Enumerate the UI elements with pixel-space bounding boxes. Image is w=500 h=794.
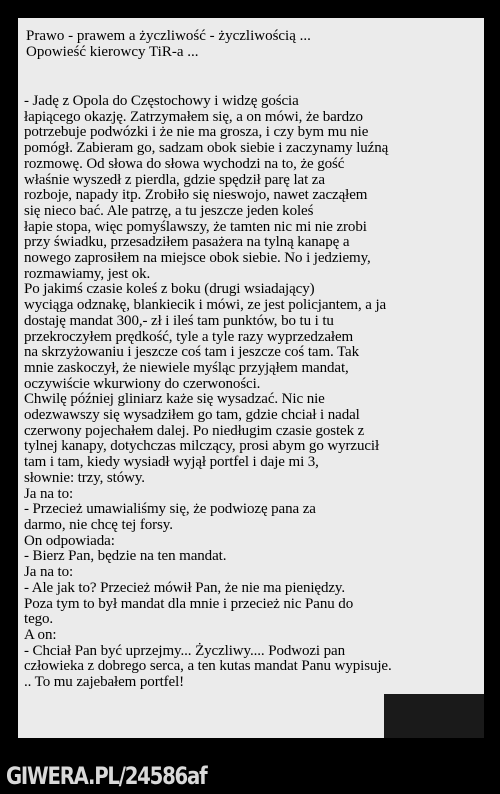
story-paragraph: Ja na to: xyxy=(24,564,74,581)
story-paragraph: Po jakimś czasie koleś z boku (drugi wsiadający) wyciąga odznakę, blankiecik i mówi, ze jest policjantem, a ja dostaję mandat 300,- zł i ileś tam punktów, bo tu i tu przekroczyłem prędkość, tyle a tyle razy wyprzedzałem na skrzyżowaniu i jeszcze coś tam i jeszcze coś tam. Tak mnie zaskoczył, że niewiele myśląc przyjąłem mandat, oczywiście wkurwiony do czerwoności. xyxy=(24,281,387,392)
story-paragraph: - Jadę z Opola do Częstochowy i widzę gościa łapiącego okazję. Zatrzymałem się, a on mówi, że bardzo potrzebuje podwózki i że nie ma grosza, i czy bym mu nie pomógł. Zabieram go, sadzam obok siebie i zaczynamy luźną rozmowę. Od słowa do słowa wychodzi na to, że gość właśnie wyszedł z pierdla, gdzie spędził parę lat za rozboje, napady itp. Zrobiło się nieswojo, nawet zacząłem się nieco bać. Ale patrzę, a tu jeszcze jeden koleś łapie stopa, więc pomyślawszy, że tamten nic mi nie zrobi przy świadku, przesadziłem pasażera na tylną kanapę a nowego zaprosiłem na miejsce obok siebie. No i jedziemy, rozmawiamy, jest ok. xyxy=(24,93,389,282)
text-panel xyxy=(18,18,484,738)
story-paragraph: - Ale jak to? Przecież mówił Pan, że nie ma pieniędzy. Poza tym to był mandat dla mnie i przecież nic Panu do tego. xyxy=(24,579,354,628)
story-paragraph: - Chciał Pan być uprzejmy... Życzliwy.... Podwozi pan człowieka z dobrego serca, a ten kutas mandat Panu wypisuje. .. To mu zajebałem portfel! xyxy=(24,642,392,691)
title-line-1: Prawo - prawem a życzliwość - życzliwością ... xyxy=(26,28,311,44)
story-paragraph: - Przecież umawialiśmy się, że podwiozę pana za darmo, nie chcę tej forsy. xyxy=(24,501,316,533)
site-watermark: GIWERA.PL/24586af xyxy=(6,762,207,790)
story-paragraph: Ja na to: xyxy=(24,485,74,502)
dark-corner-block xyxy=(384,694,484,738)
story-title xyxy=(26,28,311,60)
story-paragraph: - Bierz Pan, będzie na ten mandat. xyxy=(24,548,227,565)
story-paragraph: Chwilę później gliniarz każe się wysadzać. Nic nie odezwawszy się wysadziłem go tam, gdzie chciał i nadal czerwony pojechałem dalej. Po niedługim czasie gostek z tylnej kanapy, dotychczas milczący, prosi abym go wyrzucił tam i tam, kiedy wysiadł wyjął portfel i daje mi 3, słownie: trzy, stówy. xyxy=(24,391,380,486)
story-paragraph: On odpowiada: xyxy=(24,532,115,549)
story-body xyxy=(24,94,482,691)
footer-bar xyxy=(0,758,500,794)
story-paragraph: A on: xyxy=(24,626,57,643)
title-line-2: Opowieść kierowcy TiR-a ... xyxy=(26,44,199,60)
